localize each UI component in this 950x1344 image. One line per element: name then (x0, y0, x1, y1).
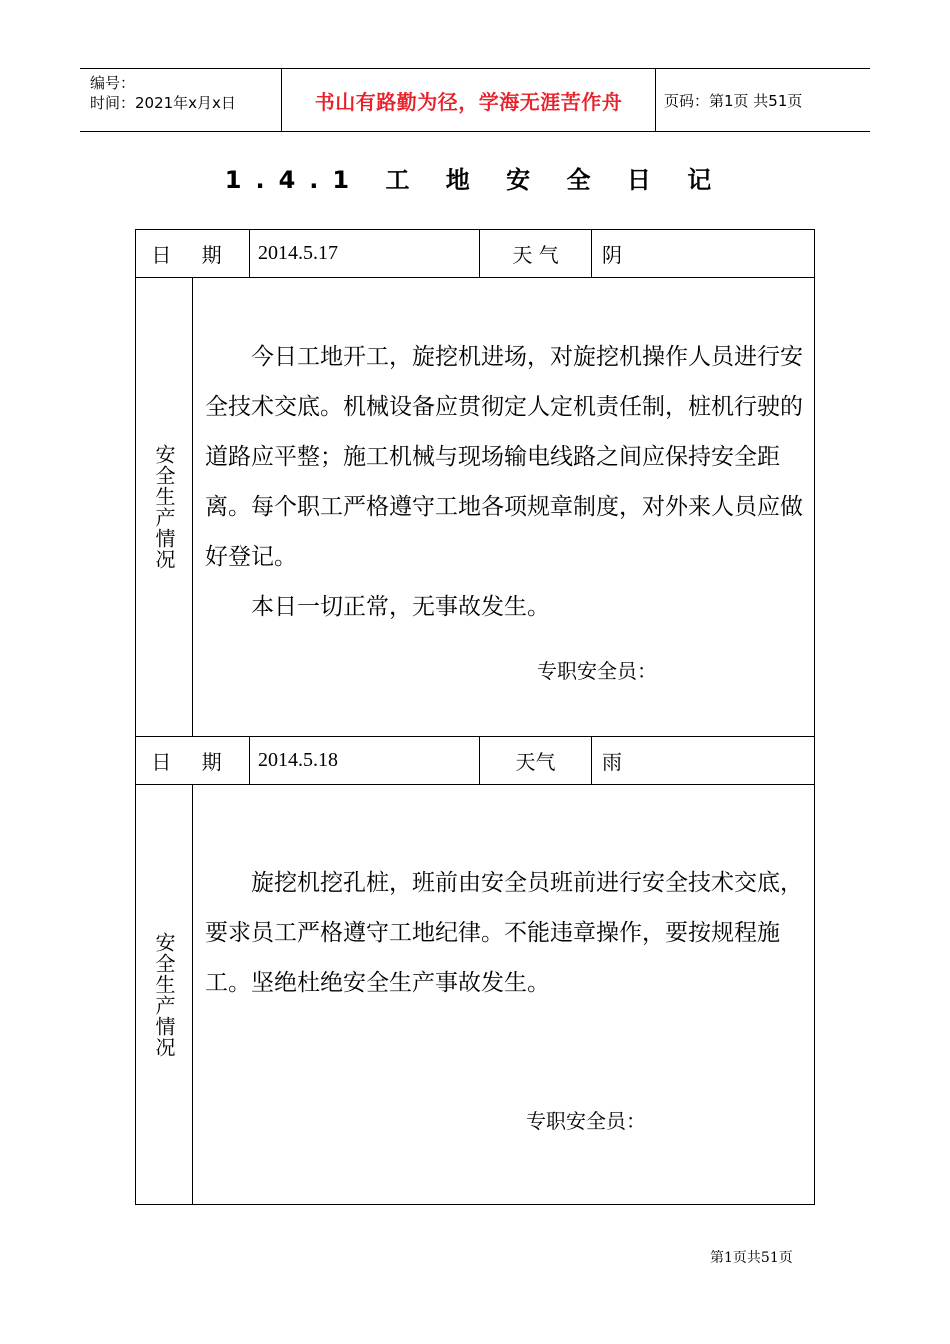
page-title: 1.4.1 工 地 安 全 日 记 (224, 166, 726, 194)
date-label: 日 期 (151, 750, 234, 774)
safety-officer-signature: 专职安全员： (537, 659, 657, 683)
header-motto: 书山有路勤为径，学海无涯苦作舟 (314, 89, 623, 114)
entry-paragraph: 旋挖机挖孔桩，班前由安全员班前进行安全技术交底，要求员工严格遵守工地纪律。不能违章操作，要按规程施工。坚绝杜绝安全生产事故发生。 (205, 870, 803, 996)
section-label: 安全生产情况 (152, 444, 176, 570)
section-label: 安全生产情况 (152, 931, 176, 1058)
date-value: 2014.5.17 (258, 242, 338, 264)
section-label-cell (136, 785, 193, 1204)
date-value: 2014.5.18 (258, 749, 338, 771)
entry-paragraph: 本日一切正常，无事故发生。 (251, 594, 550, 620)
serial-label: 编号： (90, 74, 136, 92)
time-line: 时间：2021年x月x日 (90, 94, 236, 112)
weather-value: 阴 (602, 243, 622, 267)
entry-paragraph: 今日工地开工，旋挖机进场，对旋挖机操作人员进行安全技术交底。机械设备应贯彻定人定机责任制，桩机行驶的道路应平整；施工机械与现场输电线路之间应保持安全距离。每个职工严格遵守工地各项规章制度，对外来人员应做好登记。 (205, 344, 803, 570)
section-label-cell (136, 278, 193, 736)
page-header (80, 68, 870, 132)
safety-log-table (135, 230, 815, 1205)
weather-label: 天气 (515, 750, 556, 774)
page-footer: 第1页共51页 (710, 1250, 793, 1266)
header-page-info: 页码：第1页 共51页 (664, 91, 803, 110)
header-meta (90, 73, 236, 113)
entry-body-row (135, 784, 815, 1205)
weather-value: 雨 (602, 750, 622, 774)
entry-content (193, 785, 814, 1204)
date-label: 日 期 (151, 243, 234, 267)
weather-label: 天 气 (512, 243, 559, 267)
entry-meta-row (135, 736, 815, 785)
entry-content (193, 278, 814, 736)
entry-meta-row (135, 229, 815, 278)
safety-officer-signature: 专职安全员： (526, 1109, 646, 1133)
entry-body-row (135, 277, 815, 737)
